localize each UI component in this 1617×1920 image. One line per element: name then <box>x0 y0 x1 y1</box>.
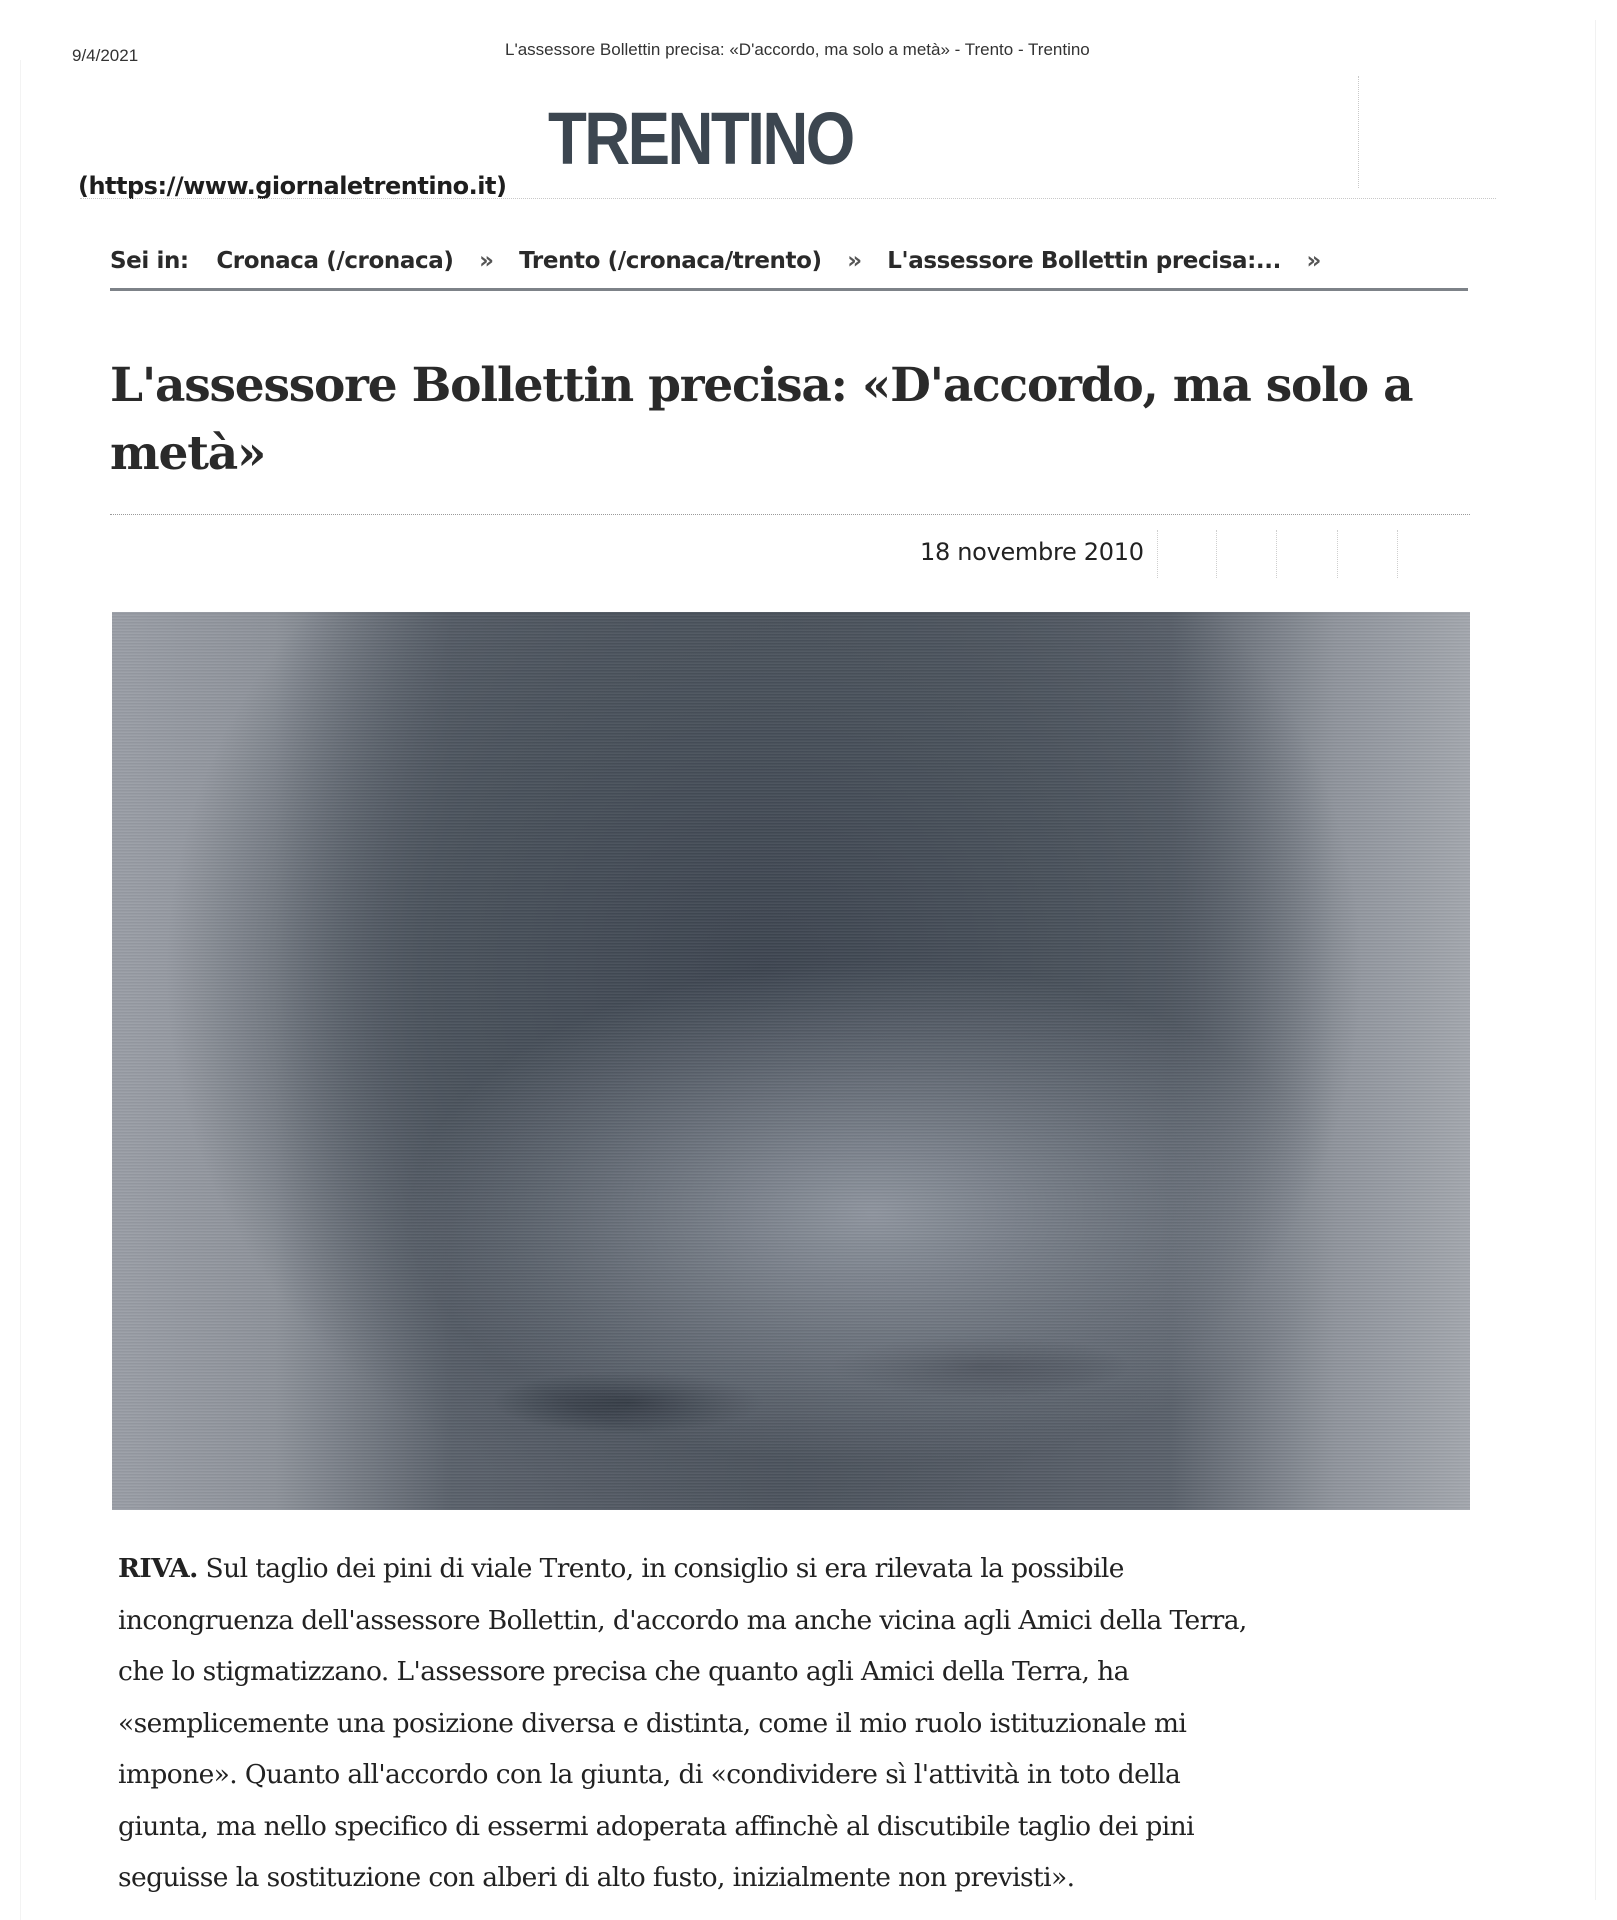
article-body <box>118 1543 1488 1904</box>
breadcrumb-item-cronaca[interactable]: Cronaca (/cronaca) <box>216 248 454 274</box>
page-edge-right <box>1595 20 1596 1900</box>
article-date: 18 novembre 2010 <box>920 538 1144 566</box>
body-line: incongruenza dell'assessore Bollettin, d'accordo ma anche vicina agli Amici della Terra, <box>118 1604 1247 1636</box>
site-logo[interactable]: TRENTINO <box>548 97 853 180</box>
header-divider <box>1358 76 1359 188</box>
body-line: impone». Quanto all'accordo con la giunta, di «condividere sì l'attività in toto della <box>118 1759 1181 1790</box>
body-line: seguisse la sostituzione con alberi di alto fusto, inizialmente non previsti». <box>118 1862 1075 1893</box>
article-title <box>110 352 1490 488</box>
share-slot <box>1337 530 1338 578</box>
breadcrumb-separator-icon: » <box>847 248 862 274</box>
breadcrumb-rule <box>110 288 1468 291</box>
title-rule <box>110 514 1470 515</box>
body-line: giunta, ma nello specifico di essermi adoperata affinchè al discutibile taglio dei pini <box>118 1810 1195 1842</box>
breadcrumb-item-current[interactable]: L'assessore Bollettin precisa:... <box>887 248 1281 274</box>
header-rule <box>80 198 1496 199</box>
article-photo <box>112 612 1470 1510</box>
article-title-line: metà» <box>110 426 266 481</box>
print-page-title: L'assessore Bollettin precisa: «D'accordo, ma solo a metà» - Trento - Trentino <box>505 40 1090 59</box>
article-title-line: L'assessore Bollettin precisa: «D'accordo, ma solo a <box>110 358 1413 413</box>
body-line: RIVA. Sul taglio dei pini di viale Trento, in consiglio si era rilevata la possibile <box>118 1553 1124 1584</box>
breadcrumb <box>110 248 1339 274</box>
breadcrumb-item-trento[interactable]: Trento (/cronaca/trento) <box>519 248 822 274</box>
share-slot <box>1216 530 1217 578</box>
breadcrumb-separator-icon: » <box>1306 248 1321 274</box>
article-lead: RIVA. <box>118 1553 198 1584</box>
site-url-link[interactable]: (https://www.giornaletrentino.it) <box>78 172 507 200</box>
body-line: «semplicemente una posizione diversa e distinta, come il mio ruolo istituzionale mi <box>118 1707 1187 1739</box>
share-slot <box>1157 530 1158 578</box>
body-line: che lo stigmatizzano. L'assessore precisa che quanto agli Amici della Terra, ha <box>118 1656 1129 1687</box>
share-slot <box>1276 530 1277 578</box>
print-date: 9/4/2021 <box>72 46 139 65</box>
print-header <box>0 40 1617 70</box>
page-edge-left <box>20 60 21 1920</box>
breadcrumb-separator-icon: » <box>479 248 494 274</box>
share-slot <box>1397 530 1398 578</box>
breadcrumb-label: Sei in: <box>110 248 189 274</box>
